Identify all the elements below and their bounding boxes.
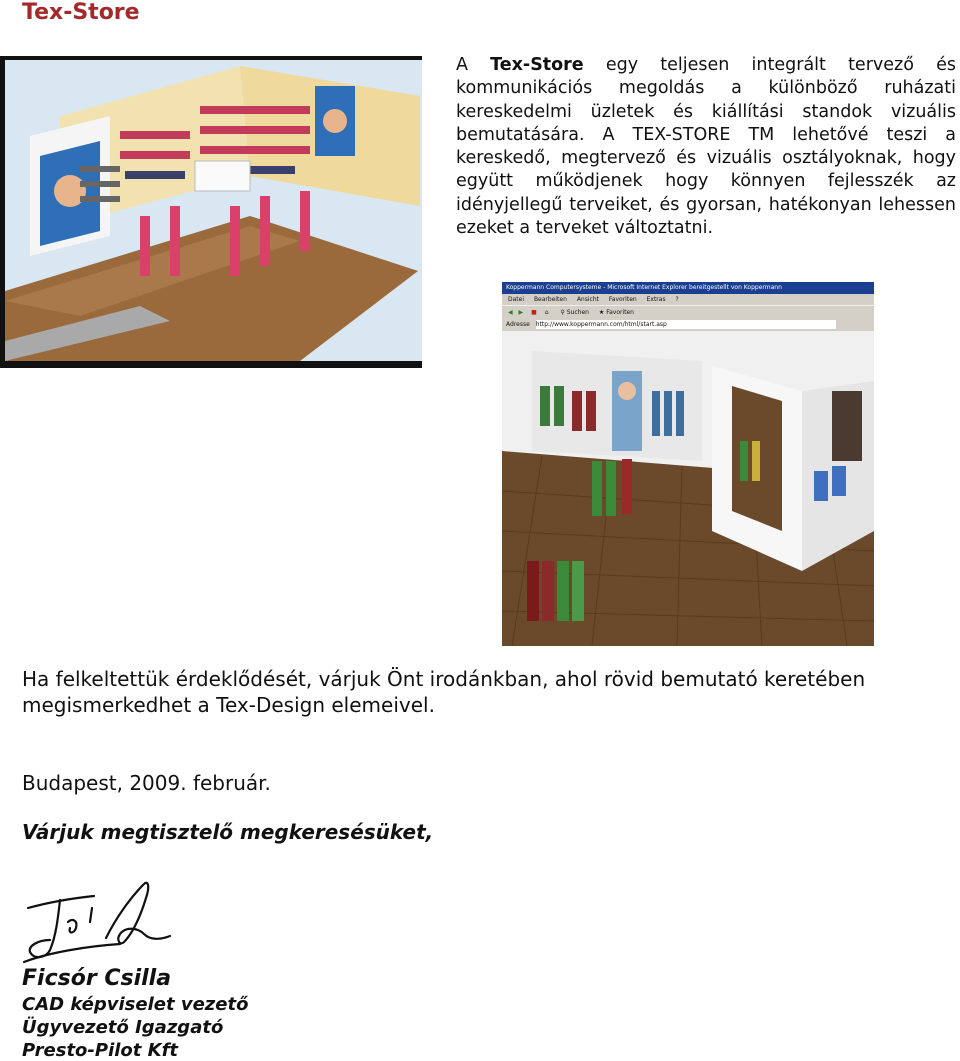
ie-menu-favoriten[interactable]: Favoriten — [608, 296, 637, 303]
home-icon[interactable]: ⌂ — [544, 309, 549, 316]
back-icon[interactable]: ◀ — [508, 309, 513, 316]
ie-menu-datei[interactable]: Datei — [508, 296, 525, 303]
intro-lead: A — [456, 55, 491, 75]
intro-paragraph — [456, 54, 956, 240]
ie-menu-bearbeiten[interactable]: Bearbeiten — [533, 296, 567, 303]
ie-toolbar — [502, 305, 874, 320]
ie-address-bar — [502, 319, 874, 331]
signatory-title-1: CAD képviselet vezető — [22, 994, 249, 1015]
ie-menu-ansicht[interactable]: Ansicht — [576, 296, 599, 303]
store-3d-view — [502, 331, 874, 646]
forward-icon[interactable]: ▶ — [518, 309, 524, 316]
stop-icon[interactable]: ■ — [531, 309, 537, 316]
outro-paragraph: Ha felkeltettük érdeklődését, várjuk Önt irodánkban, ahol rövid bemutató keretében megismerkedhet a Tex-Design elemeivel. — [22, 667, 866, 717]
handwritten-signature — [20, 878, 180, 968]
signatory-title-2: Ügyvezető Igazgató — [22, 1017, 224, 1038]
page-title: Tex-Store — [22, 0, 140, 25]
ie-address-label: Adresse — [506, 321, 530, 328]
ie-window-title: Koppermann Computersysteme - Microsoft Internet Explorer bereitgestellt von Koppermann — [506, 284, 782, 291]
ie-title-bar — [502, 282, 874, 294]
ie-search-button[interactable]: Suchen — [566, 309, 589, 316]
ie-address-input[interactable]: http://www.koppermann.com/html/start.asp — [536, 320, 836, 329]
closing-line: Várjuk megtisztelő megkeresésüket, — [22, 820, 434, 844]
star-icon[interactable]: ★ — [598, 309, 605, 316]
ie-menu-help[interactable]: ? — [675, 296, 679, 303]
signatory-company: Presto-Pilot Kft — [22, 1040, 179, 1061]
ie-menu-extras[interactable]: Extras — [646, 296, 666, 303]
search-icon[interactable]: ⚲ — [560, 309, 565, 316]
intro-brand: Tex-Store — [490, 55, 584, 75]
ie-favorites-button[interactable]: Favoriten — [606, 309, 634, 316]
ie-menu-bar — [502, 294, 874, 305]
browser-screenshot — [502, 282, 874, 646]
signatory-name: Ficsór Csilla — [22, 966, 172, 991]
intro-rest: egy teljesen integrált tervező és kommunikációs megoldás a különböző ruházati kereskedelmi üzletek és kiállítási standok vizuális bemutatására. A TEX-STORE TM lehetővé teszi a kereskedő, megtervező és vizuális osztályoknak, hogy együtt működjenek hogy könnyen fejlesszék az idényjellegű terveiket, és gyorsan, hatékonyan lehessen ezeket a terveket változtatni. — [456, 55, 956, 239]
store-3d-rendering — [0, 56, 422, 368]
dateline: Budapest, 2009. február. — [22, 771, 271, 795]
